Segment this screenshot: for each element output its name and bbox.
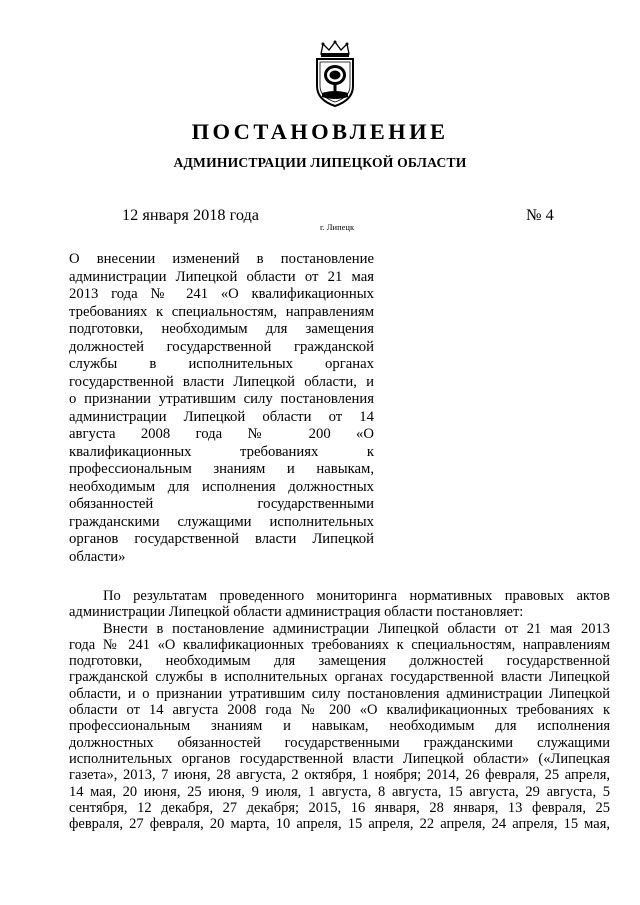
- body-line: области, и о признании утратившим силу постановления администрации Липецкой: [69, 685, 610, 702]
- subject-line: О внесении изменений в постановление: [69, 251, 374, 267]
- subject-line: обязанностей государственными: [69, 496, 374, 512]
- subject-line: области»: [69, 548, 126, 565]
- body-line: февраля, 27 февраля, 20 марта, 10 апреля, 15 апреля, 22 апреля, 24 апреля, 15 мая,: [69, 816, 610, 833]
- subject-line: государственной власти Липецкой области, и: [69, 373, 374, 390]
- document-number: № 4: [526, 205, 554, 224]
- subject-line: подготовки, необходимым для замещения: [69, 321, 374, 337]
- document-body: [69, 588, 610, 832]
- subject-line: службы в исполнительных органах: [69, 356, 374, 372]
- subject-line: профессиональным знаниям и навыкам,: [69, 461, 374, 477]
- subject-line: необходимым для исполнения должностных: [69, 478, 374, 495]
- body-line: исполнительных органов государственной власти Липецкой области» («Липецкая: [69, 750, 610, 767]
- lipetsk-coat-of-arms-icon: [313, 40, 357, 108]
- subject-line: гражданскими служащими исполнительных: [69, 513, 374, 530]
- subject-line: требованиях к специальностям, направлениям: [69, 303, 374, 320]
- subject-line: администрации Липецкой области от 14: [69, 408, 374, 425]
- document-title: ПОСТАНОВЛЕНИЕ: [191, 119, 449, 144]
- subject-line: квалификационных требованиях к: [69, 443, 374, 460]
- body-line: профессиональным знаниям и навыкам, необходимым для исполнения: [69, 718, 610, 735]
- document-date: 12 января 2018 года: [122, 205, 260, 224]
- subject-line: администрации Липецкой области от 21 мая: [69, 268, 374, 285]
- body-line: должностных обязанностей государственными гражданскими служащими: [69, 734, 610, 751]
- document-issuer: АДМИНИСТРАЦИИ ЛИПЕЦКОЙ ОБЛАСТИ: [173, 155, 467, 170]
- subject-line: о признании утратившим силу постановления: [69, 391, 374, 407]
- body-line: области от 14 августа 2008 года № 200 «О квалификационных требованиях к: [69, 702, 610, 719]
- body-line: года № 241 «О квалификационных требованиях к специальностям, направлениям: [69, 636, 610, 653]
- body-line: подготовки, необходимым для замещения должностей государственной: [69, 653, 610, 670]
- body-line: газета», 2013, 7 июня, 28 августа, 2 октября, 1 ноября; 2014, 26 февраля, 25 апреля,: [69, 767, 610, 784]
- body-line: Внести в постановление администрации Липецкой области от 21 мая 2013: [103, 620, 610, 637]
- body-line: администрации Липецкой области администрация области постановляет:: [69, 604, 524, 621]
- body-line: гражданской службы в исполнительных органах государственной власти Липецкой: [69, 669, 610, 686]
- document-city: г. Липецк: [320, 222, 355, 232]
- body-line: По результатам проведенного мониторинга нормативных правовых актов: [103, 588, 610, 604]
- subject-line: августа 2008 года № 200 «О: [69, 426, 374, 442]
- body-line: 14 мая, 20 июня, 25 июня, 9 июля, 1 августа, 8 августа, 15 августа, 29 августа, 5: [69, 783, 610, 800]
- document-subject: [69, 251, 374, 566]
- body-line: сентября, 12 декабря, 27 декабря; 2015, 16 января, 28 января, 13 февраля, 25: [69, 799, 610, 816]
- subject-line: органов государственной власти Липецкой: [69, 531, 374, 547]
- subject-line: 2013 года № 241 «О квалификационных: [69, 286, 374, 302]
- subject-line: должностей государственной гражданской: [69, 338, 374, 355]
